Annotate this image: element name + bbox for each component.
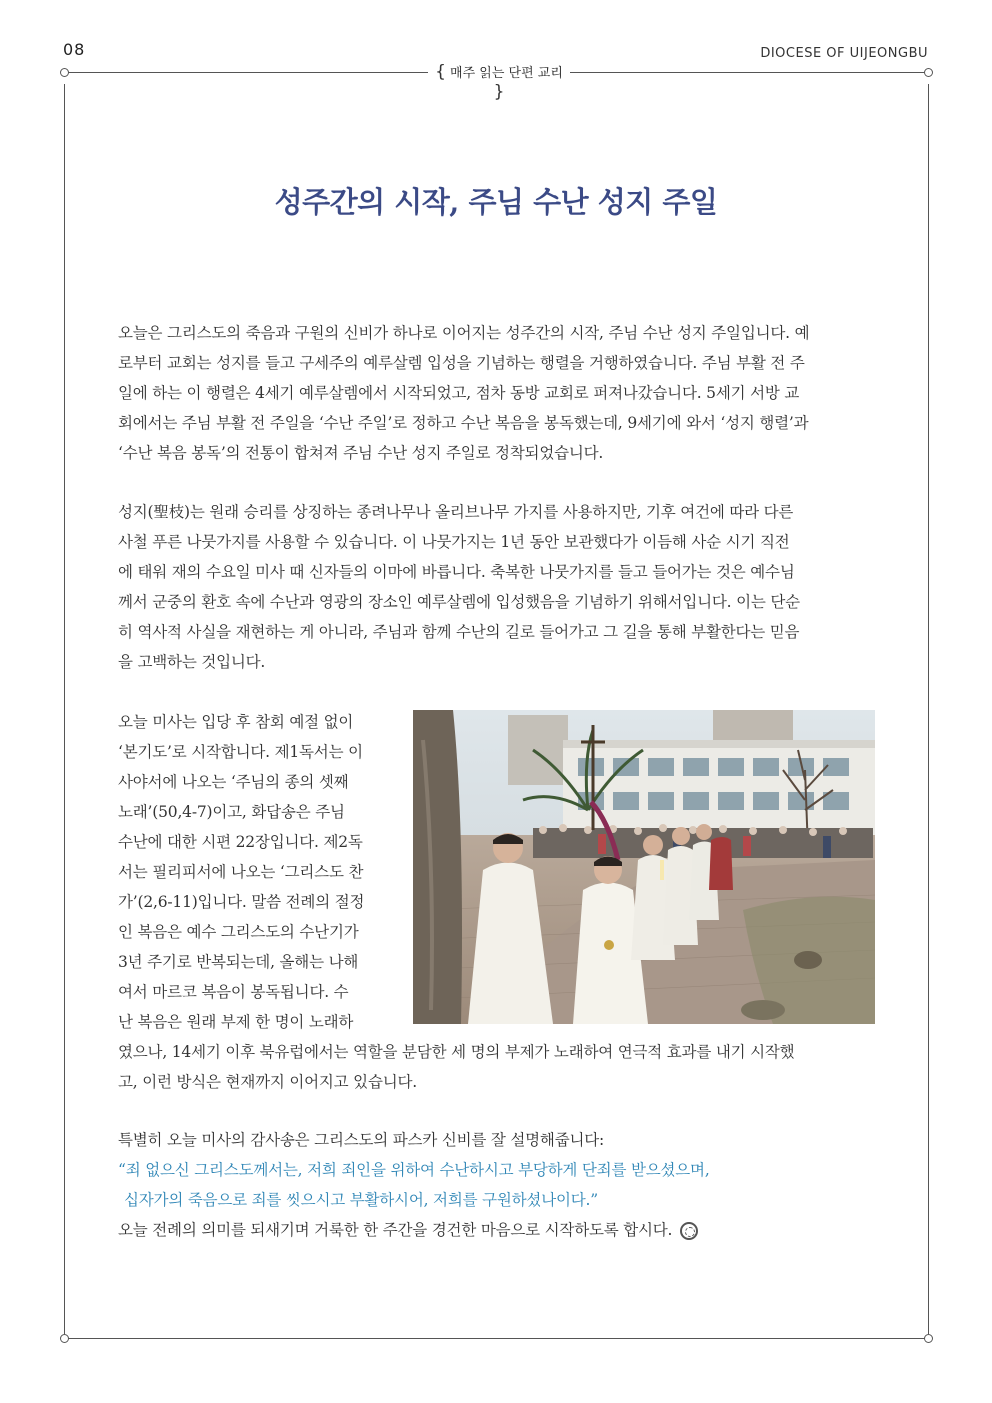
text-line: 여서 마르코 복음이 봉독됩니다. 수	[118, 983, 349, 1001]
text-line: 특별히 오늘 미사의 감사송은 그리스도의 파스카 신비를 잘 설명해줍니다:	[118, 1131, 605, 1149]
paragraph-3-side	[118, 707, 384, 1037]
text-line: 성지(聖枝)는 원래 승리를 상징하는 종려나무나 올리브나무 가지를 사용하지만, 기후 여건에 따라 다른	[118, 503, 794, 521]
frame-corner-circle	[924, 1334, 933, 1343]
text-line: 일에 하는 이 행렬은 4세기 예루살렘에서 시작되었고, 점차 동방 교회로 퍼져나갔습니다. 5세기 서방 교	[118, 384, 800, 402]
text-line: 히 역사적 사실을 재현하는 게 아니라, 주님과 함께 수난의 길로 들어가고 그 길을 통해 부활한다는 믿음	[118, 623, 800, 641]
series-label	[428, 62, 570, 102]
preface-quote-line: “죄 없으신 그리스도께서는, 저희 죄인을 위하여 수난하시고 부당하게 단죄를 받으셨으며,	[118, 1161, 710, 1179]
closing-text: 오늘 전례의 의미를 되새기며 거룩한 한 주간을 경건한 마음으로 시작하도록 합시다.	[118, 1221, 673, 1239]
text-line: ‘수난 복음 봉독’의 전통이 합쳐져 주님 수난 성지 주일로 정착되었습니다.	[118, 444, 604, 462]
text-line: 3년 주기로 반복되는데, 올해는 나해	[118, 953, 359, 971]
frame-top-left-rule	[68, 72, 428, 73]
page-number: 08	[63, 40, 86, 59]
frame-bottom-rule	[68, 1338, 926, 1339]
text-line: 가’(2,6-11)입니다. 말씀 전례의 절정	[118, 893, 365, 911]
text-line: ‘본기도’로 시작합니다. 제1독서는 이	[118, 743, 363, 761]
palm-sunday-procession-photo	[413, 710, 875, 1024]
text-line: 에 태워 재의 수요일 미사 때 신자들의 이마에 바릅니다. 축복한 나뭇가지를 들고 들어가는 것은 예수님	[118, 563, 795, 581]
frame-right-rule	[928, 84, 929, 1334]
text-line: 오늘 미사는 입당 후 참회 예절 없이	[118, 713, 354, 731]
series-title: 매주 읽는 단편 교리	[450, 66, 563, 81]
text-line: 였으나, 14세기 이후 북유럽에서는 역할을 분담한 세 명의 부제가 노래하여 연극적 효과를 내기 시작했	[118, 1043, 795, 1061]
frame-top-right-rule	[570, 72, 925, 73]
frame-corner-circle	[60, 68, 69, 77]
text-line: 사야서에 나오는 ‘주님의 종의 셋째	[118, 773, 349, 791]
text-line: 사철 푸른 나뭇가지를 사용할 수 있습니다. 이 나뭇가지는 1년 동안 보관했다가 이듬해 사순 시기 직전	[118, 533, 790, 551]
frame-left-rule	[64, 84, 65, 1334]
text-line: 오늘은 그리스도의 죽음과 구원의 신비가 하나로 이어지는 성주간의 시작, 주님 수난 성지 주일입니다. 예	[118, 324, 810, 342]
text-line: 수난에 대한 시편 22장입니다. 제2독	[118, 833, 363, 851]
text-line: 고, 이런 방식은 현재까지 이어지고 있습니다.	[118, 1073, 418, 1091]
paragraph-4	[118, 1125, 876, 1245]
photo-illustration	[413, 710, 875, 1024]
series-brace-open: {	[435, 62, 446, 82]
text-line: 난 복음은 원래 부제 한 명이 노래하	[118, 1013, 354, 1031]
text-line: 노래’(50,4-7)이고, 화답송은 주님	[118, 803, 345, 821]
frame-corner-circle	[924, 68, 933, 77]
paragraph-3-continued	[118, 1037, 876, 1097]
text-line: 회에서는 주님 부활 전 주일을 ‘수난 주일’로 정하고 수난 복음을 봉독했는데, 9세기에 와서 ‘성지 행렬’과	[118, 414, 809, 432]
text-line: 을 고백하는 것입니다.	[118, 653, 266, 671]
paragraph-2	[118, 497, 876, 677]
article-title: 성주간의 시작, 주님 수난 성지 주일	[274, 185, 718, 219]
end-mark-icon	[680, 1222, 698, 1240]
text-line: 인 복음은 예수 그리스도의 수난기가	[118, 923, 359, 941]
text-line: 께서 군중의 환호 속에 수난과 영광의 장소인 예루살렘에 입성했음을 기념하기 위해서입니다. 이는 단순	[118, 593, 800, 611]
diocese-name: DIOCESE OF UIJEONGBU	[760, 46, 928, 61]
series-brace-close: }	[493, 82, 505, 102]
paragraph-1	[118, 318, 876, 468]
text-line: 서는 필리피서에 나오는 ‘그리스도 찬	[118, 863, 364, 881]
text-line: 로부터 교회는 성지를 들고 구세주의 예루살렘 입성을 기념하는 행렬을 거행하였습니다. 주님 부활 전 주	[118, 354, 805, 372]
frame-corner-circle	[60, 1334, 69, 1343]
preface-quote-line: 십자가의 죽음으로 죄를 씻으시고 부활하시어, 저희를 구원하셨나이다.”	[124, 1191, 598, 1209]
closing-line	[118, 1215, 876, 1245]
